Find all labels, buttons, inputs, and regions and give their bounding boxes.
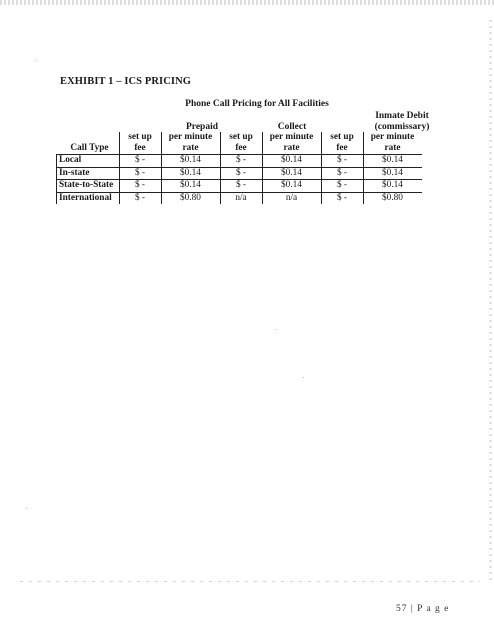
- cell-prepaid-rate: $0.80: [161, 192, 220, 204]
- group-inmate-line2: (commissary): [374, 122, 430, 132]
- cell-inmate-rate: $0.80: [363, 192, 422, 204]
- group-label-inmate-debit: [362, 111, 442, 133]
- scan-artifact-right: [489, 20, 492, 580]
- cell-inmate-fee: $ -: [321, 155, 363, 168]
- page-number: 57 | P a g e: [396, 604, 450, 614]
- cell-inmate-fee: $ -: [321, 192, 363, 204]
- cell-inmate-rate: $0.14: [363, 155, 422, 168]
- group-label-prepaid: Prepaid: [185, 122, 219, 132]
- table-row: [57, 192, 422, 204]
- cell-call-type: In-state: [57, 167, 120, 180]
- cell-collect-fee: n/a: [220, 192, 262, 204]
- header-inmate-setup-fee: set up fee: [321, 132, 363, 155]
- header-collect-rate: per minute rate: [262, 132, 321, 155]
- cell-inmate-fee: $ -: [321, 167, 363, 180]
- cell-prepaid-fee: $ -: [119, 180, 161, 193]
- scan-speck: [303, 377, 304, 378]
- pricing-table: [56, 132, 422, 204]
- header-prepaid-setup-fee: set up fee: [119, 132, 161, 155]
- exhibit-title: EXHIBIT 1 – ICS PRICING: [60, 76, 192, 87]
- header-inmate-rate: per minute rate: [363, 132, 422, 155]
- cell-prepaid-rate: $0.14: [161, 167, 220, 180]
- table-row: [57, 180, 422, 193]
- cell-prepaid-fee: $ -: [119, 167, 161, 180]
- scan-artifact-top: [0, 0, 494, 5]
- cell-collect-rate: n/a: [262, 192, 321, 204]
- table-header-row: [57, 132, 422, 155]
- cell-call-type: Local: [57, 155, 120, 168]
- cell-collect-rate: $0.14: [262, 155, 321, 168]
- header-call-type: Call Type: [57, 132, 120, 155]
- cell-prepaid-rate: $0.14: [161, 180, 220, 193]
- cell-prepaid-fee: $ -: [119, 155, 161, 168]
- cell-call-type: International: [57, 192, 120, 204]
- cell-collect-rate: $0.14: [262, 167, 321, 180]
- cell-inmate-rate: $0.14: [363, 180, 422, 193]
- cell-collect-fee: $ -: [220, 155, 262, 168]
- cell-collect-fee: $ -: [220, 167, 262, 180]
- cell-inmate-fee: $ -: [321, 180, 363, 193]
- scan-speck: [26, 508, 27, 509]
- header-collect-setup-fee: set up fee: [220, 132, 262, 155]
- cell-prepaid-rate: $0.14: [161, 155, 220, 168]
- header-prepaid-rate: per minute rate: [161, 132, 220, 155]
- table-row: [57, 155, 422, 168]
- cell-collect-rate: $0.14: [262, 180, 321, 193]
- scan-speck: [276, 329, 277, 330]
- group-inmate-line1: Inmate Debit: [375, 111, 429, 121]
- cell-prepaid-fee: $ -: [119, 192, 161, 204]
- cell-inmate-rate: $0.14: [363, 167, 422, 180]
- scan-speck: [35, 60, 36, 61]
- group-label-collect: Collect: [277, 122, 307, 132]
- cell-collect-fee: $ -: [220, 180, 262, 193]
- table-title: Phone Call Pricing for All Facilities: [185, 99, 329, 109]
- cell-call-type: State-to-State: [57, 180, 120, 193]
- scan-artifact-bottom: [20, 581, 480, 582]
- table-row: [57, 167, 422, 180]
